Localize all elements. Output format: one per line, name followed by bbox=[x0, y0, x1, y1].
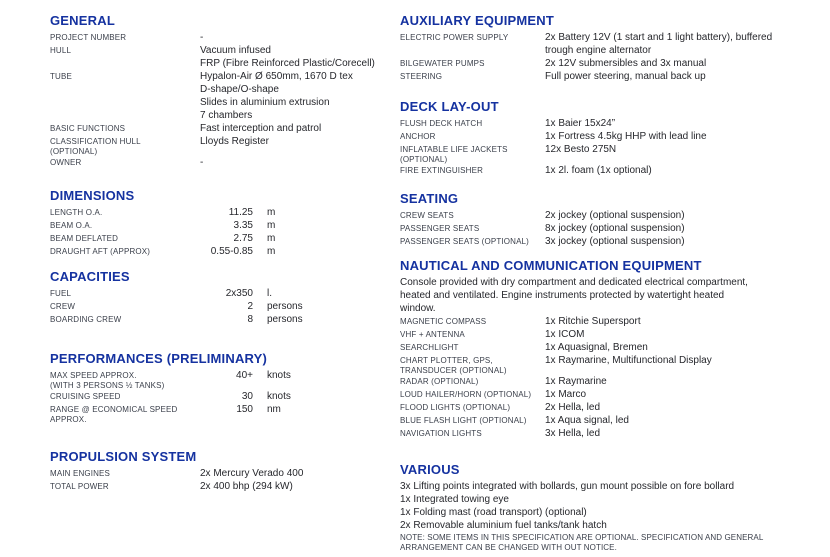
spec-row bbox=[50, 44, 395, 70]
spec-label-line: PASSENGER SEATS (OPTIONAL) bbox=[400, 237, 529, 246]
spec-label bbox=[400, 31, 545, 43]
spec-value bbox=[545, 57, 706, 70]
spec-label-line: RANGE @ ECONOMICAL SPEED bbox=[50, 405, 178, 414]
spec-label-line: BLUE FLASH LIGHT (OPTIONAL) bbox=[400, 416, 527, 425]
spec-row bbox=[400, 143, 828, 164]
spec-label bbox=[400, 328, 545, 340]
spec-unit: knots bbox=[267, 391, 291, 402]
spec-value bbox=[545, 117, 615, 130]
spec-label-line: BEAM DEFLATED bbox=[50, 234, 119, 243]
spec-row bbox=[50, 70, 395, 122]
spec-row bbox=[400, 164, 828, 177]
spec-row bbox=[50, 122, 395, 135]
intro-line: 1x Integrated towing eye bbox=[400, 494, 509, 505]
spec-row bbox=[400, 31, 828, 57]
spec-label-line: HULL bbox=[50, 46, 72, 55]
spec-label-line: CHART PLOTTER, GPS, bbox=[400, 356, 493, 365]
spec-label bbox=[50, 369, 200, 390]
spec-value bbox=[545, 31, 772, 57]
section-heading: PERFORMANCES (PRELIMINARY) bbox=[50, 351, 268, 366]
spec-row bbox=[50, 313, 395, 326]
spec-number: 2.75 bbox=[233, 233, 253, 244]
spec-label bbox=[50, 156, 200, 168]
spec-value-line: 8x jockey (optional suspension) bbox=[545, 223, 685, 234]
spec-label bbox=[400, 315, 545, 327]
spec-label-line: NAVIGATION LIGHTS bbox=[400, 429, 482, 438]
spec-unit: m bbox=[267, 246, 276, 257]
spec-value-line: 2x 400 bhp (294 kW) bbox=[200, 481, 293, 492]
spec-label-line: CRUISING SPEED bbox=[50, 392, 121, 401]
spec-label bbox=[50, 300, 200, 312]
spec-label bbox=[400, 117, 545, 129]
spec-label bbox=[400, 209, 545, 221]
spec-value bbox=[200, 135, 269, 148]
spec-value bbox=[545, 130, 707, 143]
spec-value bbox=[545, 222, 685, 235]
intro-line: Console provided with dry compartment and dedicated electrical compartment, bbox=[400, 277, 748, 288]
spec-label-line: FLUSH DECK HATCH bbox=[400, 119, 483, 128]
spec-value-line: Vacuum infused bbox=[200, 45, 271, 56]
spec-row bbox=[400, 375, 828, 388]
spec-value-line: 2x 12V submersibles and 3x manual bbox=[545, 58, 707, 69]
spec-label-line: STEERING bbox=[400, 72, 443, 81]
spec-value bbox=[545, 235, 685, 248]
section-auxiliary-equipment bbox=[400, 14, 828, 83]
spec-value-line: - bbox=[200, 32, 204, 43]
spec-row bbox=[400, 315, 828, 328]
spec-value-line: 7 chambers bbox=[200, 110, 253, 121]
spec-label bbox=[400, 70, 545, 82]
spec-label-line: RADAR (OPTIONAL) bbox=[400, 377, 479, 386]
spec-row bbox=[400, 70, 828, 83]
spec-label bbox=[50, 135, 200, 156]
spec-row bbox=[50, 403, 395, 424]
spec-unit: persons bbox=[267, 301, 303, 312]
section-seating bbox=[400, 192, 828, 248]
spec-value-line: 3x Hella, led bbox=[545, 428, 601, 439]
spec-label bbox=[400, 222, 545, 234]
spec-value bbox=[200, 156, 203, 169]
spec-label bbox=[50, 287, 200, 299]
spec-value-line: Full power steering, manual back up bbox=[545, 71, 706, 82]
spec-row bbox=[400, 427, 828, 440]
left-column bbox=[50, 0, 395, 493]
spec-label-line: MAX SPEED APPROX. bbox=[50, 371, 137, 380]
spec-label-line: FIRE EXTINGUISHER bbox=[400, 166, 484, 175]
spec-label-line: FLOOD LIGHTS (OPTIONAL) bbox=[400, 403, 511, 412]
spec-unit: l. bbox=[267, 288, 272, 299]
spec-row bbox=[400, 117, 828, 130]
spec-value bbox=[545, 414, 629, 427]
section-capacities bbox=[50, 270, 395, 326]
spec-label bbox=[400, 130, 545, 142]
spec-value bbox=[200, 122, 321, 135]
spec-value-line: 2x Battery 12V (1 start and 1 light battery), buffered bbox=[545, 32, 773, 43]
spec-row bbox=[50, 206, 395, 219]
spec-value-line: Slides in aluminium extrusion bbox=[200, 97, 330, 108]
spec-number: 40+ bbox=[236, 370, 253, 381]
spec-value-line: 1x Baier 15x24” bbox=[545, 118, 616, 129]
spec-label bbox=[50, 390, 200, 402]
spec-label bbox=[50, 122, 200, 134]
spec-note bbox=[400, 533, 824, 552]
spec-value bbox=[200, 467, 303, 480]
spec-row bbox=[400, 341, 828, 354]
spec-row bbox=[400, 354, 828, 375]
spec-value bbox=[200, 480, 293, 493]
spec-number: 8 bbox=[247, 314, 253, 325]
spec-label-line: TOTAL POWER bbox=[50, 482, 109, 491]
spec-value-line: Hypalon-Air Ø 650mm, 1670 D tex bbox=[200, 71, 353, 82]
spec-value-line: trough engine alternator bbox=[545, 45, 652, 56]
spec-label-line: LENGTH O.A. bbox=[50, 208, 103, 217]
spec-value bbox=[545, 315, 641, 328]
spec-row bbox=[50, 480, 395, 493]
spec-row bbox=[50, 219, 395, 232]
spec-label bbox=[400, 57, 545, 69]
spec-row bbox=[400, 401, 828, 414]
spec-unit: persons bbox=[267, 314, 303, 325]
section-heading: PROPULSION SYSTEM bbox=[50, 449, 197, 464]
spec-value-line: 1x Raymarine, Multifunctional Display bbox=[545, 355, 712, 366]
spec-value bbox=[545, 427, 600, 440]
intro-line: heated and ventilated. Engine instruments protected by watertight heated bbox=[400, 290, 725, 301]
spec-value-line: FRP (Fibre Reinforced Plastic/Corecell) bbox=[200, 58, 375, 69]
spec-value-line: Fast interception and patrol bbox=[200, 123, 322, 134]
spec-label bbox=[400, 143, 545, 164]
spec-label-line: BOARDING CREW bbox=[50, 315, 122, 324]
spec-row bbox=[50, 287, 395, 300]
spec-row bbox=[400, 414, 828, 427]
spec-label-line: (WITH 3 PERSONS ½ TANKS) bbox=[50, 380, 165, 390]
spec-row bbox=[400, 235, 828, 248]
spec-value-line: Lloyds Register bbox=[200, 136, 269, 147]
section-heading: DECK LAY-OUT bbox=[400, 99, 499, 114]
spec-value bbox=[545, 209, 685, 222]
spec-row bbox=[50, 369, 395, 390]
spec-value bbox=[200, 70, 353, 122]
section-heading: GENERAL bbox=[50, 13, 115, 28]
spec-label-line: TRANSDUCER (OPTIONAL) bbox=[400, 365, 507, 375]
spec-row bbox=[400, 130, 828, 143]
spec-label-line: SEARCHLIGHT bbox=[400, 343, 459, 352]
spec-note-line: NOTE: SOME ITEMS IN THIS SPECIFICATION ARE OPTIONAL. SPECIFICATION AND GENERAL bbox=[400, 533, 764, 542]
spec-label-line: PROJECT NUMBER bbox=[50, 33, 127, 42]
spec-label-line: (OPTIONAL) bbox=[400, 154, 448, 164]
spec-note-line: ARRANGEMENT CAN BE CHANGED WITH OUT NOTICE. bbox=[400, 542, 617, 552]
spec-label bbox=[50, 232, 200, 244]
spec-unit: m bbox=[267, 220, 276, 231]
spec-label-line: (OPTIONAL) bbox=[50, 146, 98, 156]
spec-label-line: CLASSIFICATION HULL bbox=[50, 137, 141, 146]
spec-value-line: D-shape/O-shape bbox=[200, 84, 279, 95]
section-heading: AUXILIARY EQUIPMENT bbox=[400, 13, 555, 28]
spec-label-line: OWNER bbox=[50, 158, 82, 167]
spec-row bbox=[400, 57, 828, 70]
section-propulsion-system bbox=[50, 450, 395, 493]
spec-value bbox=[200, 44, 375, 70]
spec-value bbox=[545, 388, 586, 401]
section-various bbox=[400, 463, 828, 532]
spec-row bbox=[50, 300, 395, 313]
spec-value bbox=[545, 401, 600, 414]
spec-value-line: 1x Marco bbox=[545, 389, 587, 400]
spec-label-line: ELECTRIC POWER SUPPLY bbox=[400, 33, 509, 42]
spec-row bbox=[50, 135, 395, 156]
right-column bbox=[400, 0, 828, 532]
spec-row bbox=[400, 222, 828, 235]
spec-row bbox=[50, 245, 395, 258]
spec-label bbox=[400, 401, 545, 413]
spec-value-line: 2x jockey (optional suspension) bbox=[545, 210, 685, 221]
spec-row bbox=[400, 388, 828, 401]
spec-label-line: VHF + ANTENNA bbox=[400, 330, 465, 339]
spec-label bbox=[400, 427, 545, 439]
intro-line: window. bbox=[400, 303, 436, 314]
spec-label bbox=[50, 403, 200, 424]
spec-number: 11.25 bbox=[228, 207, 253, 218]
spec-unit: nm bbox=[267, 404, 281, 415]
spec-label-line: PASSENGER SEATS bbox=[400, 224, 480, 233]
spec-label bbox=[50, 219, 200, 231]
spec-number: 2 bbox=[247, 301, 253, 312]
spec-label-line: BILGEWATER PUMPS bbox=[400, 59, 485, 68]
spec-label-line: BASIC FUNCTIONS bbox=[50, 124, 126, 133]
spec-value bbox=[200, 31, 203, 44]
spec-unit: m bbox=[267, 207, 276, 218]
spec-value-line: 12x Besto 275N bbox=[545, 144, 617, 155]
spec-label bbox=[400, 235, 545, 247]
section-deck-lay-out bbox=[400, 100, 828, 177]
spec-label-line: INFLATABLE LIFE JACKETS bbox=[400, 145, 508, 154]
spec-row bbox=[50, 156, 395, 169]
spec-label bbox=[50, 313, 200, 325]
section-nautical-and-communication-equipment bbox=[400, 259, 828, 440]
spec-label-line: MAGNETIC COMPASS bbox=[400, 317, 487, 326]
section-heading: DIMENSIONS bbox=[50, 188, 135, 203]
spec-label bbox=[50, 31, 200, 43]
spec-label-line: FUEL bbox=[50, 289, 72, 298]
spec-label bbox=[400, 341, 545, 353]
spec-value-line: 2x Mercury Verado 400 bbox=[200, 468, 304, 479]
spec-number: 2x350 bbox=[225, 288, 253, 299]
section-heading: NAUTICAL AND COMMUNICATION EQUIPMENT bbox=[400, 258, 702, 273]
spec-label bbox=[50, 245, 200, 257]
spec-number: 30 bbox=[241, 391, 253, 402]
spec-label bbox=[50, 480, 200, 492]
spec-number: 3.35 bbox=[233, 220, 253, 231]
spec-label-line: MAIN ENGINES bbox=[50, 469, 111, 478]
spec-row bbox=[400, 209, 828, 222]
spec-value bbox=[545, 70, 706, 83]
section-heading: SEATING bbox=[400, 191, 459, 206]
spec-value-line: 1x Aqua signal, led bbox=[545, 415, 629, 426]
spec-label bbox=[400, 164, 545, 176]
spec-label-line: TUBE bbox=[50, 72, 72, 81]
spec-label bbox=[400, 414, 545, 426]
spec-label-line: ANCHOR bbox=[400, 132, 436, 141]
spec-label-line: LOUD HAILER/HORN (OPTIONAL) bbox=[400, 390, 532, 399]
intro-line: 3x Lifting points integrated with bollards, gun mount possible on fore bollard bbox=[400, 481, 735, 492]
spec-value-line: 1x ICOM bbox=[545, 329, 585, 340]
spec-label-line: BEAM O.A. bbox=[50, 221, 93, 230]
spec-value-line: 1x Fortress 4.5kg HHP with lead line bbox=[545, 131, 707, 142]
section-heading: CAPACITIES bbox=[50, 269, 130, 284]
spec-label bbox=[400, 354, 545, 375]
section-dimensions bbox=[50, 189, 395, 258]
spec-label bbox=[400, 388, 545, 400]
spec-row bbox=[50, 467, 395, 480]
spec-label bbox=[400, 375, 545, 387]
spec-number: 150 bbox=[236, 404, 253, 415]
intro-line: 1x Folding mast (road transport) (optional) bbox=[400, 507, 587, 518]
spec-value bbox=[545, 354, 712, 367]
spec-value-line: 1x Ritchie Supersport bbox=[545, 316, 641, 327]
spec-label bbox=[50, 206, 200, 218]
spec-label-line: CREW bbox=[50, 302, 76, 311]
intro-line: 2x Removable aluminium fuel tanks/tank hatch bbox=[400, 520, 607, 531]
spec-label bbox=[50, 467, 200, 479]
spec-label bbox=[50, 44, 200, 56]
spec-value-line: 3x jockey (optional suspension) bbox=[545, 236, 685, 247]
spec-value-line: - bbox=[200, 157, 204, 168]
section-heading: VARIOUS bbox=[400, 462, 460, 477]
spec-value bbox=[545, 328, 584, 341]
spec-label-line: DRAUGHT AFT (APPROX) bbox=[50, 247, 151, 256]
spec-label-line: CREW SEATS bbox=[400, 211, 454, 220]
spec-value bbox=[545, 164, 652, 177]
spec-row bbox=[50, 232, 395, 245]
spec-number: 0.55-0.85 bbox=[210, 246, 253, 257]
spec-unit: m bbox=[267, 233, 276, 244]
spec-value bbox=[545, 143, 616, 156]
spec-value-line: 1x Raymarine bbox=[545, 376, 607, 387]
spec-value-line: 2x Hella, led bbox=[545, 402, 601, 413]
spec-value-line: 1x 2l. foam (1x optional) bbox=[545, 165, 652, 176]
spec-value bbox=[545, 375, 607, 388]
spec-value bbox=[545, 341, 648, 354]
spec-label bbox=[50, 70, 200, 82]
section-performances-preliminary bbox=[50, 352, 395, 424]
spec-value-line: 1x Aquasignal, Bremen bbox=[545, 342, 648, 353]
spec-row bbox=[50, 31, 395, 44]
spec-row bbox=[400, 328, 828, 341]
section-general bbox=[50, 14, 395, 169]
spec-label-line: APPROX. bbox=[50, 414, 87, 424]
spec-row bbox=[50, 390, 395, 403]
spec-unit: knots bbox=[267, 370, 291, 381]
